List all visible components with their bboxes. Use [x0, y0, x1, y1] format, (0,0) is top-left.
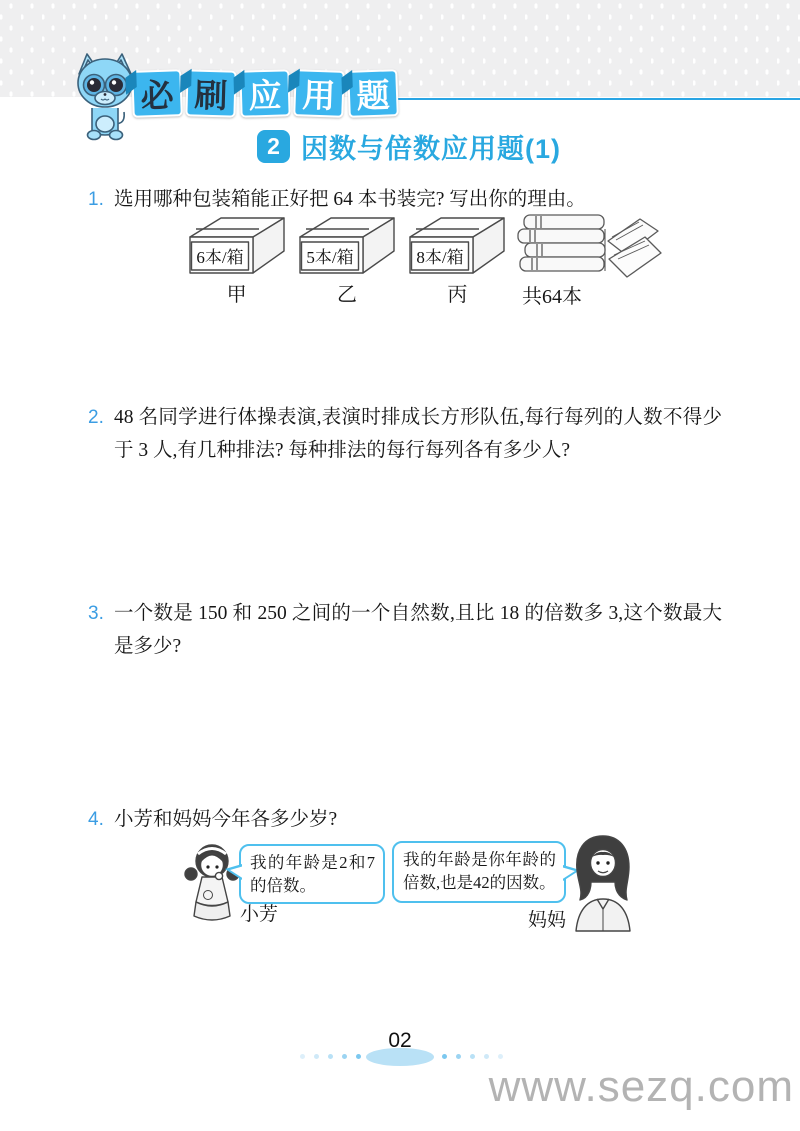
box-capacity-label: 6本/箱 — [196, 248, 244, 267]
brand-char-tile: 题 — [347, 69, 399, 118]
box-capacity-label: 8本/箱 — [416, 248, 464, 267]
girl-character-icon — [183, 838, 241, 926]
problem-4-illustration — [183, 833, 658, 941]
brand-char-tile: 刷 — [185, 69, 236, 117]
box-yi — [294, 211, 399, 307]
box-jia — [184, 211, 289, 307]
problem-1-text: 选用哪种包装箱能正好把 64 本书装完? 写出你的理由。 — [114, 189, 586, 210]
footer-dots-left — [300, 1054, 361, 1059]
brand-char-tile: 用 — [293, 69, 345, 118]
problem-2 — [88, 401, 722, 467]
books-caption: 共64本 — [521, 286, 582, 308]
box-caption: 丙 — [447, 284, 468, 306]
page-number: 02 — [388, 1029, 412, 1052]
books-icon — [512, 211, 662, 285]
problem-3-text: 一个数是 150 和 250 之间的一个自然数,且比 18 的倍数多 3,这个数最大是多少? — [114, 603, 722, 657]
box-icon — [295, 211, 399, 277]
box-caption: 甲 — [226, 284, 247, 306]
box-icon — [405, 211, 509, 277]
problem-4-number: 4. — [88, 809, 104, 830]
brand-title — [132, 70, 398, 117]
box-bing — [405, 211, 510, 307]
section-heading — [257, 127, 561, 166]
problem-4 — [88, 803, 722, 836]
mom-name-label: 妈妈 — [528, 910, 567, 931]
problem-2-number: 2. — [88, 407, 104, 428]
brand-char-tile: 应 — [239, 69, 290, 117]
girl-speech-bubble: 我的年龄是2和7的倍数。 — [239, 844, 385, 904]
girl-name-label: 小芳 — [240, 904, 279, 925]
problem-1-illustration — [184, 211, 662, 309]
problem-3 — [88, 597, 722, 663]
box-capacity-label: 5本/箱 — [306, 248, 354, 267]
mom-character-icon — [566, 833, 640, 933]
box-icon — [185, 211, 289, 277]
watermark: www.sezq.com — [488, 1062, 794, 1111]
mom-speech-bubble: 我的年龄是你年龄的倍数,也是42的因数。 — [392, 841, 566, 903]
brand-char-tile: 必 — [131, 69, 183, 118]
problem-1-number: 1. — [88, 189, 104, 210]
problem-2-text: 48 名同学进行体操表演,表演时排成长方形队伍,每行每列的人数不得少于 3 人,有几种排法? 每种排法的每行每列各有多少人? — [114, 407, 722, 461]
problem-4-text: 小芳和妈妈今年各多少岁? — [114, 809, 338, 830]
problem-3-number: 3. — [88, 603, 104, 624]
footer-dots-right — [442, 1054, 503, 1059]
books-stack — [512, 211, 662, 309]
box-caption: 乙 — [336, 284, 357, 306]
section-number-badge: 2 — [257, 130, 290, 163]
section-title: 因数与倍数应用题(1) — [301, 134, 561, 164]
blue-cat-mascot-icon — [68, 50, 142, 142]
header-rule — [352, 98, 800, 100]
